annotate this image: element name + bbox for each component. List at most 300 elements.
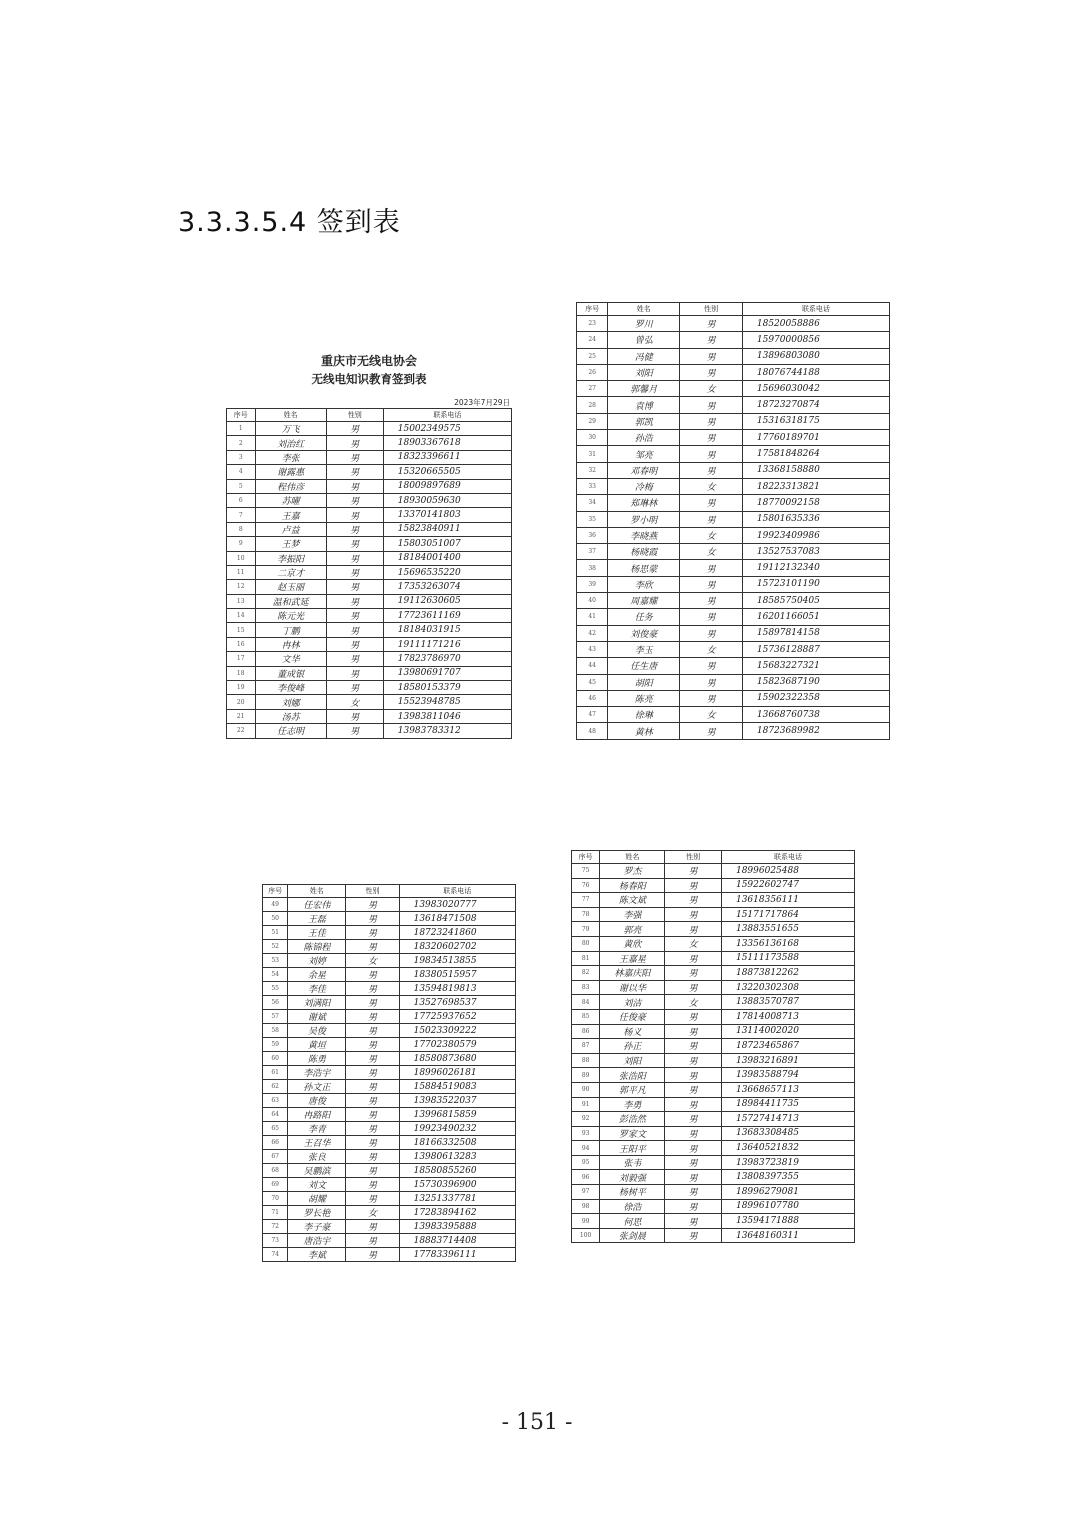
row-index: 77 [572,893,600,908]
row-index: 79 [572,922,600,937]
signer-name: 陈亮 [608,690,680,706]
table-header-row [572,851,855,864]
signer-phone: 15111173588 [721,951,854,966]
signer-phone: 13996815859 [399,1108,515,1122]
table-row [263,1038,516,1052]
table-row [263,1164,516,1178]
signer-phone: 18580153379 [383,681,511,695]
signer-phone: 15523948785 [383,695,511,709]
table-row [263,1248,516,1262]
signer-gender: 男 [665,1228,722,1243]
table-row [577,527,890,543]
signer-gender: 女 [680,478,743,494]
signer-phone: 15823687190 [742,674,889,690]
signer-name: 卢益 [255,522,326,536]
signer-gender: 男 [665,1141,722,1156]
signer-name: 李晓燕 [608,527,680,543]
signer-phone: 18883714408 [399,1234,515,1248]
table-body [263,898,516,1262]
table-row [227,623,512,637]
table-row [577,397,890,413]
row-index: 21 [227,709,256,723]
signer-gender: 男 [680,723,743,739]
row-index: 86 [572,1024,600,1039]
signer-gender: 男 [346,1052,399,1066]
table-row [572,1228,855,1243]
table-row [572,864,855,879]
signer-name: 万飞 [255,422,326,436]
signer-phone: 17702380579 [399,1038,515,1052]
table-row [577,478,890,494]
signer-phone: 13683308485 [721,1126,854,1141]
table-row [227,681,512,695]
signer-name: 黄垣 [288,1038,346,1052]
row-index: 35 [577,511,608,527]
row-index: 74 [263,1248,288,1262]
signer-phone: 15902322358 [742,690,889,706]
table-row [577,462,890,478]
row-index: 28 [577,397,608,413]
signer-gender: 男 [665,907,722,922]
signer-phone: 13114002020 [721,1024,854,1039]
signer-gender: 男 [665,1068,722,1083]
row-index: 39 [577,576,608,592]
row-index: 15 [227,623,256,637]
row-index: 49 [263,898,288,912]
signer-name: 赵玉丽 [255,580,326,594]
signer-gender: 男 [346,1094,399,1108]
signer-phone: 19923409986 [742,527,889,543]
row-index: 24 [577,332,608,348]
signer-name: 李佳 [288,982,346,996]
signer-name: 王磊 [288,912,346,926]
table-row [577,446,890,462]
signer-gender: 男 [680,593,743,609]
header-phone: 联系电话 [742,303,889,316]
signer-name: 李斌 [288,1248,346,1262]
signer-gender: 男 [665,893,722,908]
table-row [572,980,855,995]
signer-phone: 18984411735 [721,1097,854,1112]
table-row [263,1108,516,1122]
signer-name: 程伟彦 [255,479,326,493]
row-index: 94 [572,1141,600,1156]
header-name: 姓名 [288,885,346,898]
signer-gender: 男 [346,940,399,954]
signer-gender: 男 [346,898,399,912]
table-row [572,966,855,981]
table-body [572,864,855,1243]
signer-gender: 男 [326,465,383,479]
signer-gender: 男 [326,422,383,436]
signer-gender: 男 [326,436,383,450]
signer-gender: 男 [680,625,743,641]
signer-phone: 15171717864 [721,907,854,922]
signer-gender: 男 [680,397,743,413]
table-row [263,1234,516,1248]
table-row [572,878,855,893]
table-row [577,430,890,446]
table-row [263,1052,516,1066]
signin-sheet-4 [571,850,855,1254]
row-index: 9 [227,537,256,551]
signer-name: 吴俊 [288,1024,346,1038]
signer-gender: 男 [665,922,722,937]
signer-name: 邹亮 [608,446,680,462]
signer-phone: 13594819813 [399,982,515,996]
row-index: 95 [572,1155,600,1170]
signer-phone: 15922602747 [721,878,854,893]
signer-gender: 女 [665,995,722,1010]
table-body [577,316,890,740]
row-index: 66 [263,1136,288,1150]
signer-name: 郭平凡 [600,1082,665,1097]
signer-name: 冯健 [608,348,680,364]
table-row [572,1009,855,1024]
signer-name: 吴鹏滨 [288,1164,346,1178]
signer-phone: 17353263074 [383,580,511,594]
table-row [572,1112,855,1127]
table-header-row [263,885,516,898]
signer-name: 文华 [255,652,326,666]
signer-phone: 13983020777 [399,898,515,912]
signer-phone: 17581848264 [742,446,889,462]
signer-gender: 男 [326,637,383,651]
signer-name: 孙文正 [288,1080,346,1094]
header-gender: 性别 [665,851,722,864]
row-index: 82 [572,966,600,981]
signer-gender: 男 [346,968,399,982]
table-row [577,723,890,739]
signer-name: 孙正 [600,1039,665,1054]
signer-phone: 18930059630 [383,493,511,507]
row-index: 34 [577,495,608,511]
row-index: 90 [572,1082,600,1097]
table-row [227,724,512,738]
signer-phone: 18873812262 [721,966,854,981]
table-row [572,1170,855,1185]
signer-name: 郑琳林 [608,495,680,511]
table-row [263,1220,516,1234]
signer-name: 张浩阳 [600,1068,665,1083]
row-index: 29 [577,413,608,429]
signer-phone: 13618356111 [721,893,854,908]
row-index: 85 [572,1009,600,1024]
signer-name: 刘阳 [600,1053,665,1068]
row-index: 12 [227,580,256,594]
signer-gender: 男 [346,1122,399,1136]
table-row [263,1024,516,1038]
signer-gender: 女 [346,1206,399,1220]
signer-phone: 16201166051 [742,609,889,625]
table-row [227,594,512,608]
row-index: 50 [263,912,288,926]
row-index: 22 [227,724,256,738]
signer-phone: 18184031915 [383,623,511,637]
signer-name: 曾弘 [608,332,680,348]
table-row [263,1136,516,1150]
row-index: 48 [577,723,608,739]
table-row [227,508,512,522]
signer-gender: 男 [326,652,383,666]
table-row [263,898,516,912]
signer-phone: 18009897689 [383,479,511,493]
table-row [577,544,890,560]
signer-name: 陈元光 [255,609,326,623]
row-index: 62 [263,1080,288,1094]
row-index: 17 [227,652,256,666]
header-index: 序号 [577,303,608,316]
table-row [263,940,516,954]
signer-phone: 17783396111 [399,1248,515,1262]
signer-phone: 13808397355 [721,1170,854,1185]
signer-name: 杨春阳 [600,878,665,893]
row-index: 97 [572,1185,600,1200]
signer-phone: 17814008713 [721,1009,854,1024]
row-index: 55 [263,982,288,996]
row-index: 45 [577,674,608,690]
signer-name: 孙浩 [608,430,680,446]
table-row [263,982,516,996]
signin-sheet-3 [262,884,516,1261]
row-index: 91 [572,1097,600,1112]
signer-gender: 男 [326,681,383,695]
signer-gender: 男 [680,430,743,446]
signer-phone: 19834513855 [399,954,515,968]
row-index: 51 [263,926,288,940]
row-index: 72 [263,1220,288,1234]
signer-name: 李玉 [608,641,680,657]
header-index: 序号 [572,851,600,864]
table-row [577,625,890,641]
table-row [577,658,890,674]
signer-phone: 15801635336 [742,511,889,527]
row-index: 16 [227,637,256,651]
row-index: 99 [572,1214,600,1229]
signer-name: 李勇 [600,1097,665,1112]
header-index: 序号 [263,885,288,898]
table-row [572,1155,855,1170]
table-row [577,364,890,380]
table-row [577,609,890,625]
signer-gender: 男 [680,576,743,592]
signer-name: 冉路阳 [288,1108,346,1122]
signer-phone: 15727414713 [721,1112,854,1127]
signer-gender: 男 [326,551,383,565]
table-row [577,381,890,397]
row-index: 73 [263,1234,288,1248]
table-row [227,465,512,479]
row-index: 54 [263,968,288,982]
signer-gender: 男 [680,658,743,674]
signer-name: 陈文斌 [600,893,665,908]
header-index: 序号 [227,409,256,422]
table-row [263,1192,516,1206]
signer-name: 刘毅强 [600,1170,665,1185]
row-index: 93 [572,1126,600,1141]
signer-phone: 13668657113 [721,1082,854,1097]
signer-name: 刘阳 [608,364,680,380]
signer-phone: 19111171216 [383,637,511,651]
row-index: 33 [577,478,608,494]
signer-gender: 男 [665,1126,722,1141]
signer-phone: 18723689982 [742,723,889,739]
signer-name: 李强 [600,907,665,922]
signer-gender: 男 [680,316,743,332]
signer-gender: 男 [346,1066,399,1080]
table-row [263,954,516,968]
signer-name: 郭凯 [608,413,680,429]
signer-gender: 男 [346,1108,399,1122]
header-phone: 联系电话 [721,851,854,864]
table-row [577,576,890,592]
table-row [227,537,512,551]
table-row [227,709,512,723]
section-title: 3.3.3.5.4 签到表 [178,207,401,238]
table-row [263,996,516,1010]
organization-name: 重庆市无线电协会 [320,354,417,368]
signer-phone: 18320602702 [399,940,515,954]
signer-phone: 18166332508 [399,1136,515,1150]
row-index: 65 [263,1122,288,1136]
row-index: 47 [577,707,608,723]
signer-phone: 13983811046 [383,709,511,723]
signer-name: 任生唐 [608,658,680,674]
table-row [572,1185,855,1200]
signer-name: 周嘉耀 [608,593,680,609]
signer-gender: 男 [346,1080,399,1094]
header-gender: 性别 [326,409,383,422]
signer-gender: 男 [326,493,383,507]
signer-name: 陈锦程 [288,940,346,954]
signer-phone: 17823786970 [383,652,511,666]
signin-table [226,408,512,739]
signer-name: 邓春明 [608,462,680,478]
signer-name: 任志明 [255,724,326,738]
header-gender: 性别 [680,303,743,316]
signer-phone: 15736128887 [742,641,889,657]
signer-gender: 男 [680,674,743,690]
signer-gender: 男 [665,1170,722,1185]
signer-name: 徐琳 [608,707,680,723]
table-row [577,674,890,690]
row-index: 68 [263,1164,288,1178]
signer-name: 刘治红 [255,436,326,450]
table-row [263,1066,516,1080]
page-number: - 151 - [501,1410,573,1435]
table-row [572,907,855,922]
table-row [227,695,512,709]
signer-gender: 男 [665,966,722,981]
signer-phone: 13883570787 [721,995,854,1010]
signer-name: 谢斌 [288,1010,346,1024]
signer-name: 徐浩 [600,1199,665,1214]
row-index: 13 [227,594,256,608]
signer-gender: 男 [665,1112,722,1127]
signer-name: 林嘉庆阳 [600,966,665,981]
signer-phone: 18996107780 [721,1199,854,1214]
signer-phone: 18580855260 [399,1164,515,1178]
signer-name: 刘洁 [600,995,665,1010]
row-index: 5 [227,479,256,493]
signer-name: 董成银 [255,666,326,680]
signer-gender: 男 [665,1009,722,1024]
signer-gender: 男 [326,623,383,637]
signer-phone: 13251337781 [399,1192,515,1206]
signer-gender: 男 [680,560,743,576]
signer-gender: 男 [326,709,383,723]
table-row [577,560,890,576]
signer-gender: 男 [326,580,383,594]
signer-phone: 13983522037 [399,1094,515,1108]
row-index: 42 [577,625,608,641]
table-row [577,593,890,609]
signer-phone: 13220302308 [721,980,854,995]
signer-name: 二京才 [255,565,326,579]
signer-name: 王佳 [288,926,346,940]
signer-name: 李子豪 [288,1220,346,1234]
row-index: 30 [577,430,608,446]
table-header-row [577,303,890,316]
signer-gender: 男 [326,537,383,551]
signer-gender: 男 [326,522,383,536]
signer-name: 郭馨月 [608,381,680,397]
signer-phone: 13527537083 [742,544,889,560]
signer-phone: 18723465867 [721,1039,854,1054]
signer-phone: 19923490232 [399,1122,515,1136]
table-row [263,1080,516,1094]
signer-phone: 15696030042 [742,381,889,397]
signer-gender: 男 [680,495,743,511]
table-row [263,1094,516,1108]
signer-gender: 女 [680,381,743,397]
signin-table [576,302,890,740]
signer-gender: 男 [680,332,743,348]
table-row [227,637,512,651]
signer-phone: 13983588794 [721,1068,854,1083]
signer-gender: 男 [346,1192,399,1206]
table-row [577,332,890,348]
signer-gender: 男 [680,446,743,462]
signer-gender: 男 [346,996,399,1010]
signer-name: 黄欣 [600,936,665,951]
signer-name: 汤苏 [255,709,326,723]
table-row [227,580,512,594]
signer-gender: 男 [346,1220,399,1234]
signer-name: 任俊豪 [600,1009,665,1024]
table-row [572,893,855,908]
signer-gender: 男 [346,912,399,926]
table-row [227,666,512,680]
table-row [572,995,855,1010]
table-row [263,968,516,982]
row-index: 76 [572,878,600,893]
row-index: 26 [577,364,608,380]
signer-gender: 男 [346,1178,399,1192]
row-index: 57 [263,1010,288,1024]
signer-name: 胡耀 [288,1192,346,1206]
signer-gender: 男 [346,1024,399,1038]
signer-name: 罗长艳 [288,1206,346,1220]
signer-phone: 13648160311 [721,1228,854,1243]
table-row [263,1206,516,1220]
signer-name: 罗小明 [608,511,680,527]
signer-gender: 男 [665,1024,722,1039]
signer-name: 余星 [288,968,346,982]
signer-gender: 男 [346,926,399,940]
row-index: 41 [577,609,608,625]
signer-phone: 19112630605 [383,594,511,608]
